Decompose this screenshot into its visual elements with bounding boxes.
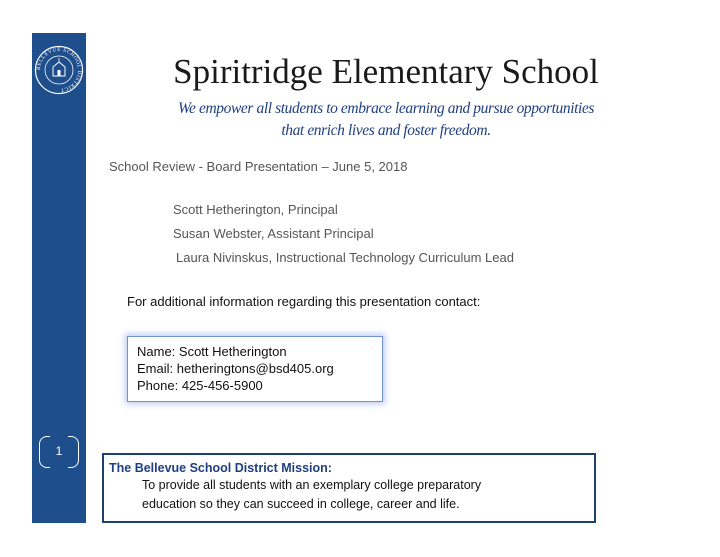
mission-line-2: education so they can succeed in college, career and life. bbox=[142, 497, 460, 511]
presenter-principal: Scott Hetherington, Principal bbox=[173, 202, 338, 217]
svg-text:BELLEVUE SCHOOL DISTRICT: BELLEVUE SCHOOL DISTRICT bbox=[35, 46, 83, 94]
tagline-line-1: We empower all students to embrace learning and pursue opportunities bbox=[177, 100, 595, 117]
mission-box bbox=[102, 453, 596, 523]
right-bracket-icon bbox=[68, 436, 79, 468]
contact-intro: For additional information regarding this presentation contact: bbox=[127, 294, 481, 309]
presenter-curriculum-lead: Laura Nivinskus, Instructional Technology Curriculum Lead bbox=[176, 250, 514, 265]
contact-phone: Phone: 425-456-5900 bbox=[137, 378, 263, 393]
page-number-box bbox=[35, 436, 83, 468]
bellevue-school-district-logo bbox=[34, 45, 84, 95]
page-number: 1 bbox=[55, 444, 63, 458]
presenter-assistant-principal: Susan Webster, Assistant Principal bbox=[173, 226, 374, 241]
mission-line-1: To provide all students with an exemplary college preparatory bbox=[142, 478, 482, 492]
tagline bbox=[100, 98, 672, 142]
contact-email: Email: hetheringtons@bsd405.org bbox=[137, 361, 334, 376]
contact-box bbox=[127, 336, 383, 402]
sidebar bbox=[32, 33, 86, 523]
tagline-line-2: that enrich lives and foster freedom. bbox=[281, 122, 491, 139]
page-title: Spiritridge Elementary School bbox=[173, 52, 599, 91]
presentation-subtitle: School Review - Board Presentation – June 5, 2018 bbox=[109, 159, 408, 174]
contact-name: Name: Scott Hetherington bbox=[137, 344, 287, 359]
presenter-list bbox=[173, 201, 514, 273]
mission-heading: The Bellevue School District Mission: bbox=[109, 461, 332, 475]
